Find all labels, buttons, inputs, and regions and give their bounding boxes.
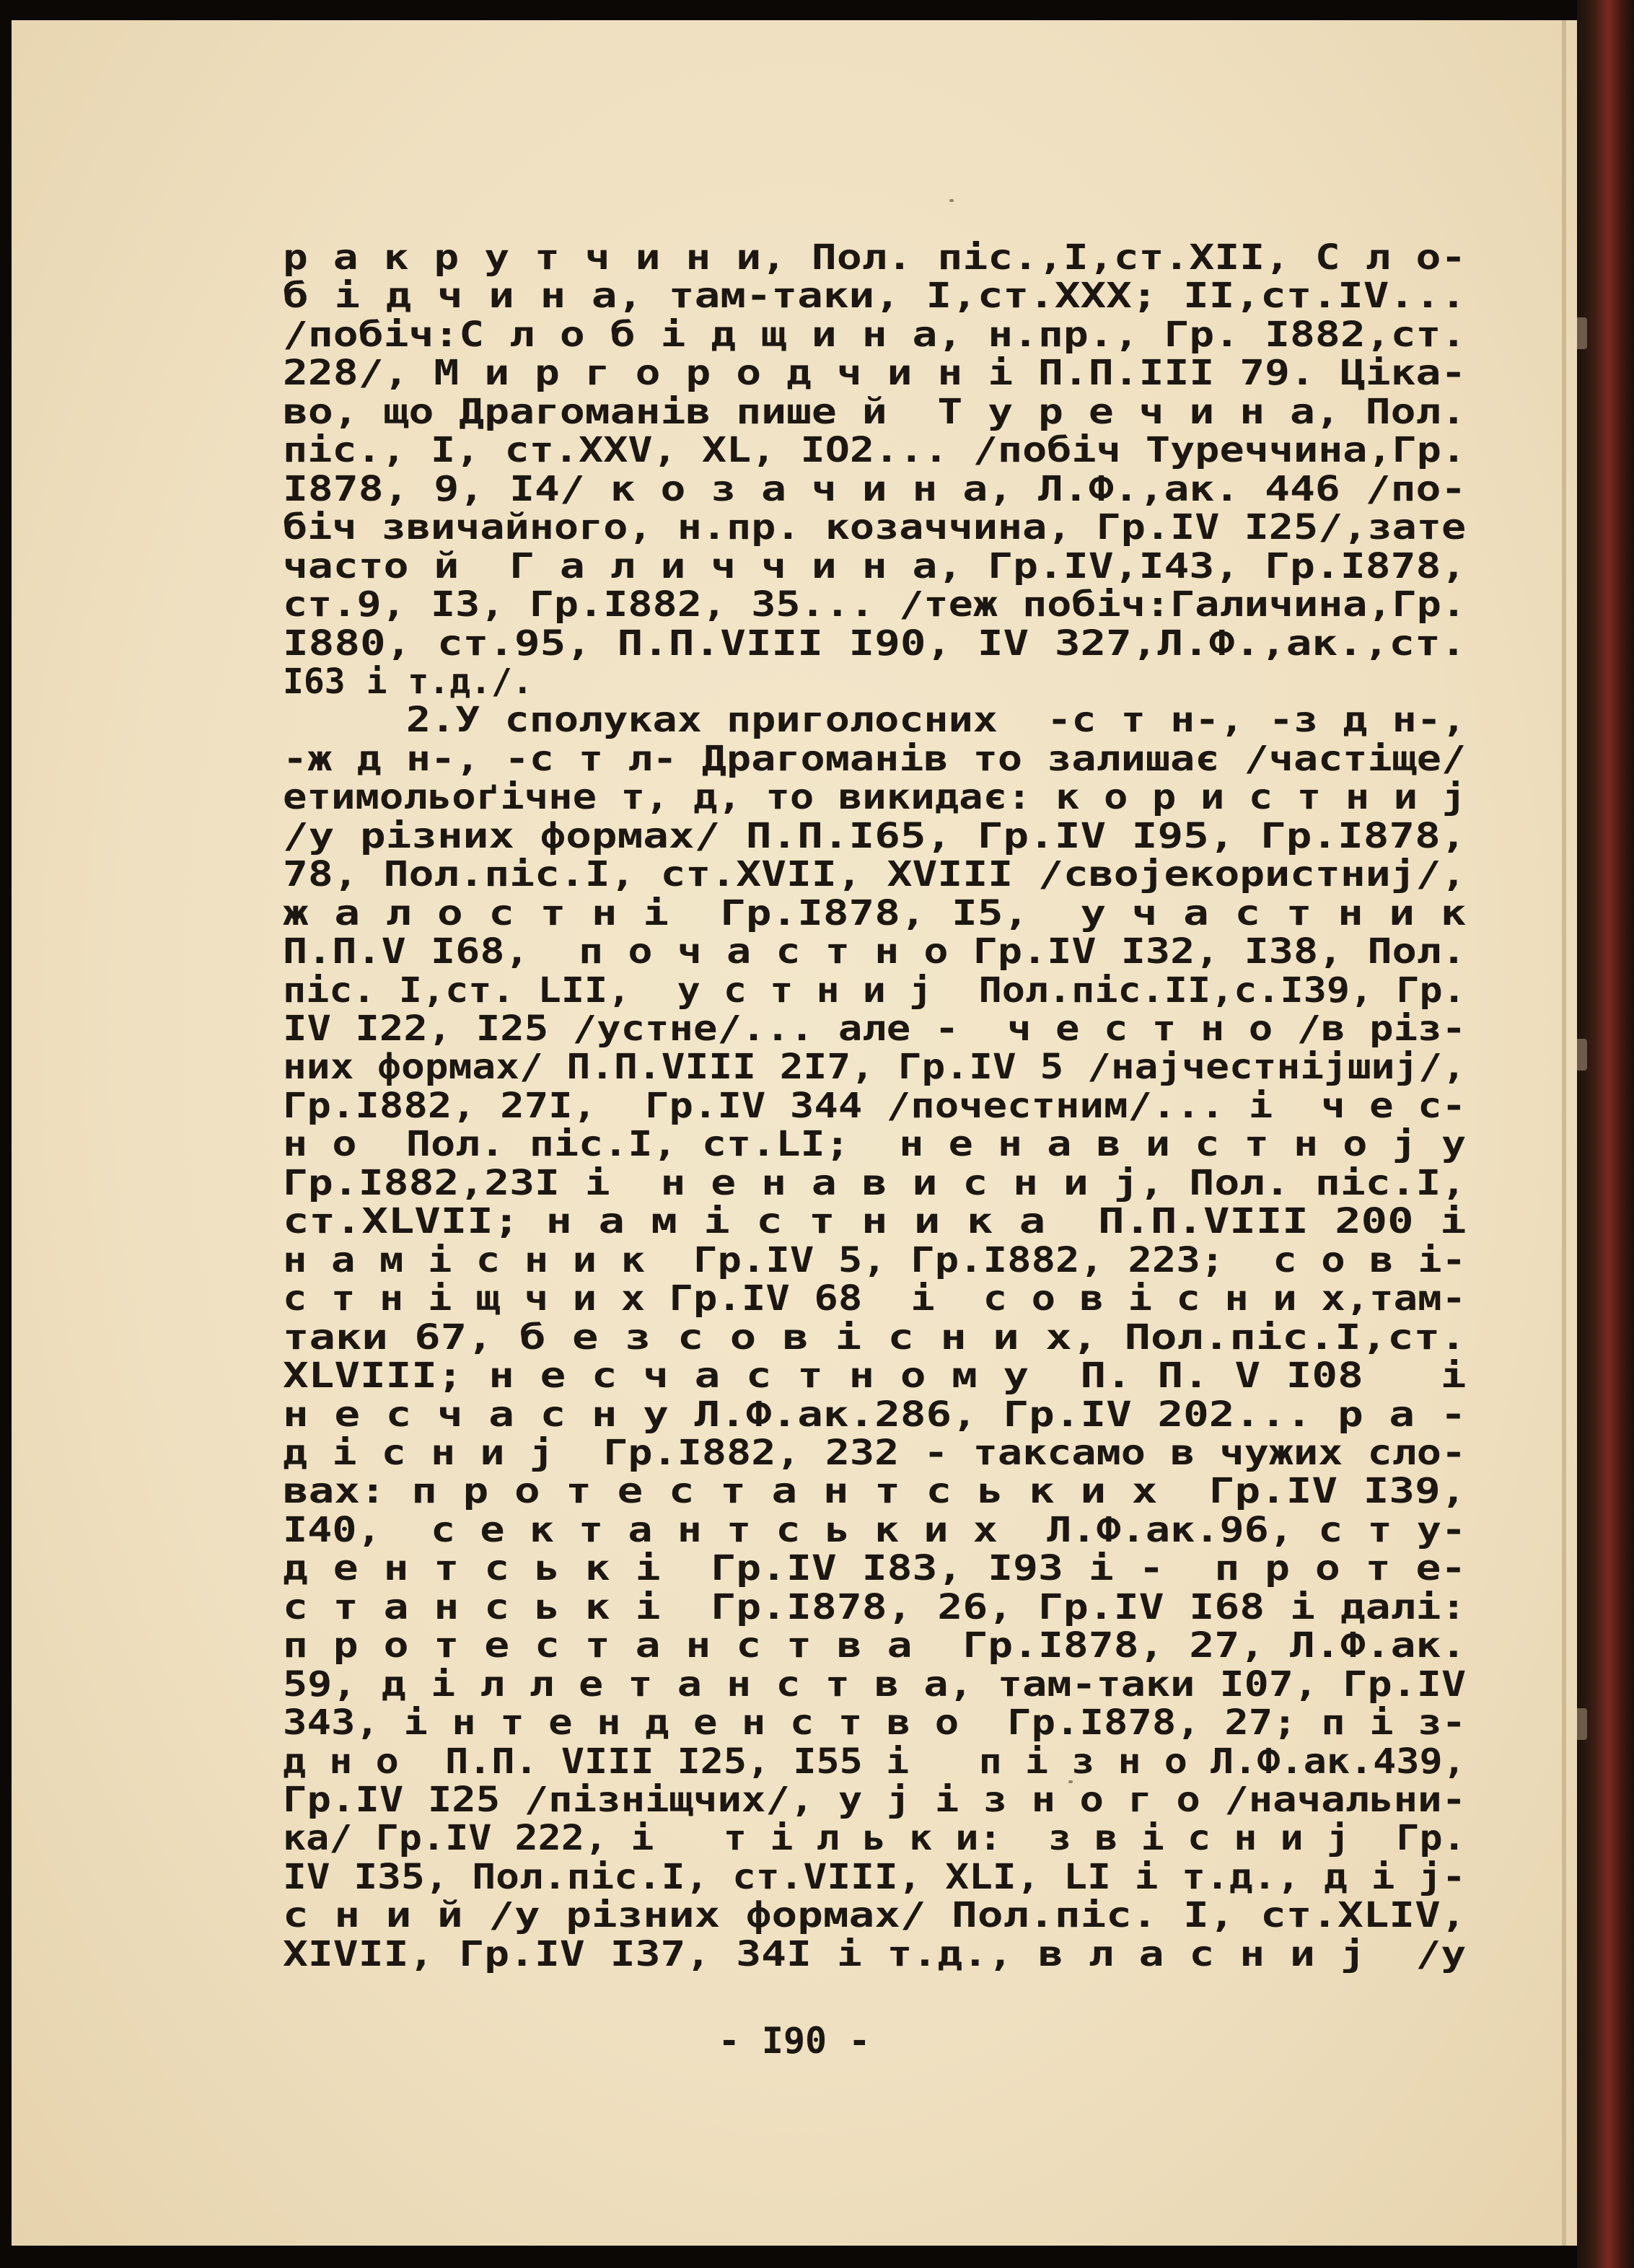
text-line: д i с н и ј Гр.I882, 232 - таксамо в чужих сло- xyxy=(283,1432,1467,1473)
text-line: 2.У сполуках приголосних -с т н-, -з д н-, xyxy=(283,700,1467,741)
text-line: 343, i н т е н д е н с т в о Гр.I878, 27; п i з- xyxy=(283,1702,1467,1744)
text-line: д е н т с ь к i Гр.IV I83, I93 i - п р о т е- xyxy=(283,1548,1467,1589)
text-line: р а к р у т ч и н и, Пол. пic.,I,ст.XII, С л о- xyxy=(283,237,1467,278)
text-line: н а м i с н и к Гр.IV 5, Гр.I882, 223; с о в i- xyxy=(283,1239,1467,1280)
text-line: часто й Г а л и ч ч и н а, Гр.IV,I43, Гр.I878, xyxy=(283,545,1467,586)
text-line: н е с ч а с н у Л.Ф.ак.286, Гр.IV 202... р а - xyxy=(283,1394,1467,1435)
text-line: таки 67, б е з с о в i с н и х, Пол.пic.I,ст. xyxy=(283,1317,1467,1358)
text-line: во, що Драгоманiв пише й Т у р е ч и н а, Пол. xyxy=(283,391,1467,432)
text-line: н о Пол. пic.I, ст.LI; н е н а в и с т н о ј у xyxy=(283,1124,1467,1165)
text-line: I40, с е к т а н т с ь к и х Л.Ф.ак.96, с т у- xyxy=(283,1509,1467,1550)
paper-speck xyxy=(949,199,954,202)
text-line: них формах/ П.П.VIII 2I7, Гр.IV 5 /најчестнiјшиј/, xyxy=(283,1047,1466,1088)
text-line: вах: п р о т е с т а н т с ь к и х Гр.IV I39, xyxy=(283,1471,1467,1512)
text-line: с н и й /у рiзних формах/ Пол.пic. I, ст.XLIV, xyxy=(283,1895,1467,1936)
text-line: д н о П.П. VIII I25, I55 i п i з н о Л.Ф.ак.439, xyxy=(283,1741,1466,1782)
page-edge xyxy=(1562,20,1566,2246)
text-line: Гр.I882,23I i н е н а в и с н и ј, Пол. пic.I, xyxy=(283,1162,1467,1203)
text-line: с т н i щ ч и х Гр.IV 68 i с о в i с н и х,там- xyxy=(283,1278,1467,1319)
text-line: /побiч:С л о б i д щ и н а, н.пр., Гр. I882,ст. xyxy=(283,314,1467,355)
text-line: ж а л о с т н i Гр.I878, I5, у ч а с т н и к xyxy=(283,892,1467,933)
text-line: П.П.V I68, п о ч а с т н о Гр.IV I32, I38, Пол. xyxy=(283,931,1467,972)
text-line: I63 i т.д./. xyxy=(283,661,533,702)
text-line: I878, 9, I4/ к о з а ч и н а, Л.Ф.,ак. 446 /по- xyxy=(283,468,1467,509)
text-line: 78, Пол.пic.I, ст.XVII, XVIII /својекористниј/, xyxy=(283,854,1467,895)
text-line: XLVIII; н е с ч а с т н о м у П. П. V I08 i xyxy=(283,1355,1467,1397)
text-line: IV I35, Пол.пic.I, ст.VIII, XLI, LI i т.д., д i ј- xyxy=(283,1856,1466,1897)
text-line: с т а н с ь к i Гр.I878, 26, Гр.IV I68 i далi: xyxy=(283,1586,1467,1627)
text-line: XIVII, Гр.IV I37, 34I i т.д., в л а с н и ј /у xyxy=(283,1933,1467,1974)
text-line: пic., I, ст.XXV, XL, IO2... /побiч Туреччина,Гр. xyxy=(283,430,1467,471)
text-line: 228/, М и р г о р о д ч и н i П.П.III 79. Цiка- xyxy=(283,353,1467,394)
text-line: /у рiзних формах/ П.П.I65, Гр.IV I95, Гр.I878, xyxy=(283,815,1467,856)
text-line: пic. I,ст. LII, у с т н и ј Пол.пic.II,c.I39, Гр. xyxy=(283,970,1466,1011)
text-line: бiч звичайного, н.пр. козаччина, Гр.IV I25/,зате xyxy=(283,507,1467,548)
text-line: ст.XLVII; н а м i с т н и к а П.П.VIII 200 i xyxy=(283,1201,1467,1242)
text-line: I880, ст.95, П.П.VIII I90, IV 327,Л.Ф.,ак.,ст. xyxy=(283,623,1467,664)
text-line: п р о т е с т а н с т в а Гр.I878, 27, Л.Ф.ак. xyxy=(283,1625,1467,1666)
text-line: IV I22, I25 /устне/... але - ч е с т н о /в рiз- xyxy=(283,1008,1467,1049)
text-line: етимольоґiчне т, д, то викидає: к о р и с т н и ј xyxy=(283,777,1467,818)
text-line: Гр.I882, 27I, Гр.IV 344 /почестним/... i ч е с- xyxy=(283,1085,1467,1126)
page-number: - I90 - xyxy=(718,2020,871,2062)
text-line: б i д ч и н а, там-таки, I,ст.XXX; II,ст.IV... xyxy=(283,276,1467,317)
text-line: ка/ Гр.IV 222, i т i л ь к и: з в i с н и ј Гр. xyxy=(283,1818,1466,1859)
text-line: -ж д н-, -с т л- Драгоманiв то залишає /частiще/ xyxy=(283,738,1467,779)
text-line: Гр.IV I25 /пiзнiщчих/, у ј i з н о г о /начальни- xyxy=(283,1780,1467,1820)
book-page xyxy=(12,20,1577,2246)
text-line: ст.9, I3, Гр.I882, 35... /теж побiч:Галичина,Гр. xyxy=(283,584,1467,625)
text-line: 59, д i л л е т а н с т в а, там-таки I07, Гр.IV xyxy=(283,1663,1467,1705)
